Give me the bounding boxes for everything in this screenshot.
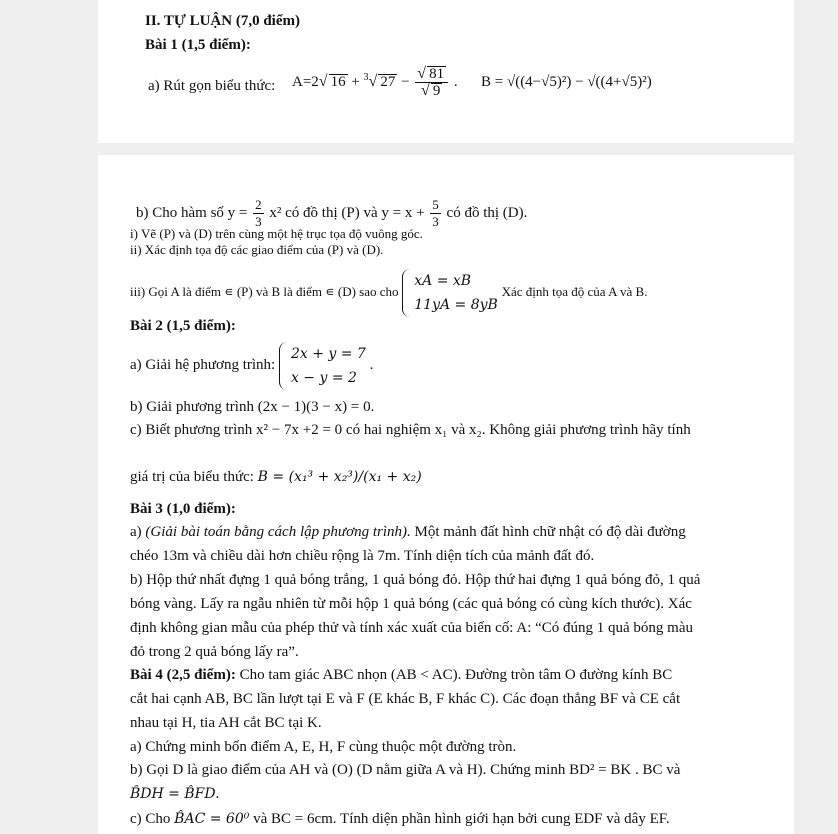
bai3-b-line3: định không gian mẫu của phép thử và tính xác xuất của biến cố: A: “Có đúng 1 quả bóng màu <box>130 620 694 636</box>
bai3-b-line2: bóng vàng. Lấy ra ngẫu nhiên từ mỗi hộp 1 quả bóng (các quả bóng có cùng kích thước). Xác <box>130 596 692 612</box>
bai1-b-ii: ii) Xác định tọa độ các giao điểm của (P) và (D). <box>130 242 384 257</box>
bai1-b-line: b) Cho hàm số y = $\frac{2}{3}$ x² có đồ thị (P) và y = x + $\frac{5}{3}$ có đồ thị (D). <box>136 197 528 230</box>
bai1-b-iii: iii) Gọi A là điểm ∊ (P) và B là điểm ∊ (D) sao cho xA = xB 11yA = 8yB Xác định tọa độ của A và B. <box>130 267 647 317</box>
bai2-c-expression: B = (x₁³ + x₂³)/(x₁ + x₂) <box>257 469 422 485</box>
part-title: II. TỰ LUẬN (7,0 điểm) <box>145 13 301 29</box>
bai2-b: b) Giải phương trình (2x − 1)(3 − x) = 0. <box>130 399 375 415</box>
bai1-title: Bài 1 (1,5 điểm): <box>145 37 251 53</box>
bai1-b-i: i) Vẽ (P) và (D) trên cùng một hệ trục tọa độ vuông góc. <box>130 226 423 241</box>
bai3-title: Bài 3 (1,0 điểm): <box>130 501 236 517</box>
bai4-line2: cắt hai cạnh AB, BC lần lượt tại E và F (E khác B, F khác C). Các đoạn thẳng BF và CE cắt <box>130 691 681 707</box>
bai1-a-expression-B: B = √((4−√5)²) − √((4+√5)²) <box>481 74 652 90</box>
bai4-c: c) Cho B̂AC = 60⁰ và BC = 6cm. Tính diện phần hình giới hạn bởi cung EDF và dây EF. <box>130 811 670 827</box>
bai4-line1: Bài 4 (2,5 điểm): Cho tam giác ABC nhọn (AB < AC). Đường tròn tâm O đường kính BC <box>130 667 673 683</box>
bai1-a-expression-A: A=2√ 16 + $^3$√ 27 − $\frac{√ 81}{√ 9}$ . <box>292 65 458 100</box>
bai4-b-line2: B̂DH = B̂FD. <box>130 786 220 802</box>
page-sheet-1 <box>98 0 794 143</box>
bai2-system: 2x + y = 7 x − y = 2 <box>279 342 366 390</box>
bai2-c-line1: c) Biết phương trình x² − 7x +2 = 0 có hai nghiệm x₁ và x₂. Không giải phương trình hãy tính <box>130 422 691 438</box>
bai2-a: a) Giải hệ phương trình: 2x + y = 7 x − y = 2 . <box>130 339 373 391</box>
bai3-b-line4: đỏ trong 2 quả bóng lấy ra”. <box>130 644 299 660</box>
bai3-b-line1: b) Hộp thứ nhất đựng 1 quả bóng trắng, 1 quả bóng đỏ. Hộp thứ hai đựng 1 quả bóng đỏ, 1 quả <box>130 572 701 588</box>
bai2-title: Bài 2 (1,5 điểm): <box>130 318 236 334</box>
bai4-line3: nhau tại H, tia AH cắt BC tại K. <box>130 715 322 731</box>
bai1-iii-system: xA = xB 11yA = 8yB <box>402 269 498 317</box>
bai3-a-line1: a) (Giải bài toán bằng cách lập phương trình). Một mảnh đất hình chữ nhật có độ dài đường <box>130 524 686 540</box>
bai3-a-line2: chéo 13m và chiều dài hơn chiều rộng là 7m. Tính diện tích của mảnh đất đó. <box>130 548 595 564</box>
bai4-a: a) Chứng minh bốn điểm A, E, H, F cùng thuộc một đường tròn. <box>130 739 517 755</box>
page-sheet-2 <box>98 155 794 834</box>
bai4-b-line1: b) Gọi D là giao điểm của AH và (O) (D nằm giữa A và H). Chứng minh BD² = BK . BC và <box>130 762 681 778</box>
bai2-c-line2: giá trị của biểu thức: B = (x₁³ + x₂³)/(x₁ + x₂) <box>130 469 422 485</box>
bai1-a-label: a) Rút gọn biểu thức: <box>148 78 276 94</box>
